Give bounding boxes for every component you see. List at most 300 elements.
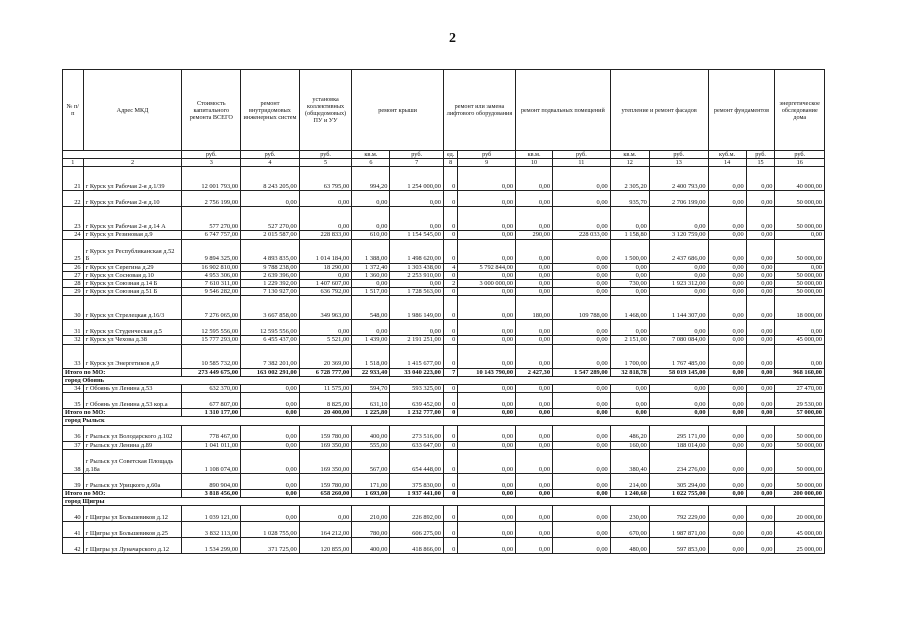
address-cell: г Курск ул Серегина д.29: [83, 263, 182, 271]
value-cell: 730,00: [610, 280, 649, 288]
city-group-row: [63, 417, 825, 425]
value-cell: 1 310 177,00: [182, 409, 241, 417]
row-number: 41: [63, 522, 84, 538]
header-meters: установка коллективных (общедомовых) ПУ и УУ: [299, 70, 352, 151]
value-cell: 1 767 485,00: [649, 344, 708, 368]
value-cell: 226 892,00: [390, 506, 444, 522]
header-address: Адрес МКД: [83, 70, 182, 151]
value-cell: 1 254 000,00: [390, 167, 444, 191]
value-cell: 0,00: [649, 320, 708, 336]
value-cell: 639 452,00: [390, 393, 444, 409]
value-cell: 16 902 810,00: [182, 263, 241, 271]
value-cell: 6 455 437,00: [241, 336, 300, 344]
value-cell: 677 807,00: [182, 393, 241, 409]
unit-cell: кв.м.: [610, 151, 649, 159]
value-cell: 0,00: [746, 368, 775, 376]
value-cell: 2 427,30: [516, 368, 553, 376]
value-cell: 0,00: [553, 449, 611, 473]
value-cell: 0,00: [390, 207, 444, 231]
col-number: 15: [746, 159, 775, 167]
value-cell: 45 000,00: [775, 522, 825, 538]
value-cell: 0,00: [516, 239, 553, 263]
header-engineering: ремонт внутридомовых инженерных систем: [241, 70, 300, 151]
value-cell: 0,00: [746, 231, 775, 239]
value-cell: 486,20: [610, 425, 649, 441]
value-cell: 0,00: [746, 320, 775, 336]
value-cell: 0,00: [352, 191, 390, 207]
value-cell: 2 437 686,00: [649, 239, 708, 263]
value-cell: 1 534 299,00: [182, 538, 241, 554]
value-cell: 633 647,00: [390, 441, 444, 449]
value-cell: 7 080 084,00: [649, 336, 708, 344]
value-cell: 4 893 835,00: [241, 239, 300, 263]
value-cell: 0,00: [746, 425, 775, 441]
value-cell: 670,00: [610, 522, 649, 538]
table-row: [63, 522, 825, 538]
value-cell: 0,00: [708, 271, 746, 279]
value-cell: 8 825,00: [299, 393, 352, 409]
value-cell: 0,00: [746, 271, 775, 279]
col-number: 12: [610, 159, 649, 167]
value-cell: 1 388,00: [352, 239, 390, 263]
value-cell: 0,00: [390, 280, 444, 288]
value-cell: 548,00: [352, 296, 390, 320]
table-row: [63, 336, 825, 344]
table-row: [63, 231, 825, 239]
unit-cell: ед.: [443, 151, 457, 159]
row-number: 30: [63, 296, 84, 320]
value-cell: 0: [443, 320, 457, 336]
value-cell: 0,00: [241, 409, 300, 417]
unit-cell: руб.: [390, 151, 444, 159]
value-cell: 1 728 563,00: [390, 288, 444, 296]
value-cell: 1 158,80: [610, 231, 649, 239]
value-cell: 778 467,00: [182, 425, 241, 441]
value-cell: 1 225,80: [352, 409, 390, 417]
header-foundation: ремонт фундаментов: [708, 70, 775, 151]
value-cell: 8 243 205,00: [241, 167, 300, 191]
header-basement: ремонт подвальных помещений: [516, 70, 611, 151]
value-cell: 1 700,00: [610, 344, 649, 368]
value-cell: 1 108 074,00: [182, 449, 241, 473]
value-cell: 1 022 755,00: [649, 489, 708, 497]
value-cell: 0,00: [708, 167, 746, 191]
value-cell: 0,00: [775, 263, 825, 271]
value-cell: 160,00: [610, 441, 649, 449]
value-cell: 0,00: [746, 449, 775, 473]
value-cell: 610,00: [352, 231, 390, 239]
value-cell: 0,00: [708, 449, 746, 473]
value-cell: 994,20: [352, 167, 390, 191]
value-cell: 7 610 311,00: [182, 280, 241, 288]
value-cell: 0,00: [708, 239, 746, 263]
value-cell: 20 000,00: [775, 506, 825, 522]
value-cell: 0,00: [553, 425, 611, 441]
value-cell: 0,00: [746, 441, 775, 449]
value-cell: 0,00: [241, 393, 300, 409]
value-cell: 0,00: [649, 409, 708, 417]
value-cell: 1 547 289,00: [553, 368, 611, 376]
unit-cell: руб: [458, 151, 516, 159]
value-cell: 0: [443, 344, 457, 368]
address-cell: г Рыльск ул Володарского д.102: [83, 425, 182, 441]
address-cell: г Курск ул Союзная д.51 Б: [83, 288, 182, 296]
value-cell: 11 575,00: [299, 385, 352, 393]
value-cell: 0,00: [746, 288, 775, 296]
value-cell: 50 000,00: [775, 449, 825, 473]
value-cell: 0: [443, 489, 457, 497]
value-cell: 228 833,00: [299, 231, 352, 239]
value-cell: 0,00: [516, 344, 553, 368]
value-cell: 0,00: [746, 167, 775, 191]
value-cell: 0,00: [458, 320, 516, 336]
address-cell: г Курск ул Рабочая 2-я д.1/39: [83, 167, 182, 191]
value-cell: 0,00: [553, 393, 611, 409]
value-cell: 0: [443, 441, 457, 449]
value-cell: 0,00: [553, 506, 611, 522]
value-cell: 631,10: [352, 393, 390, 409]
value-cell: 0,00: [299, 207, 352, 231]
value-cell: 0,00: [553, 522, 611, 538]
value-cell: 0,00: [746, 239, 775, 263]
value-cell: 1 500,00: [610, 239, 649, 263]
value-cell: 0,00: [553, 263, 611, 271]
value-cell: 3 667 858,00: [241, 296, 300, 320]
value-cell: 1 041 011,00: [182, 441, 241, 449]
col-number: 1: [63, 159, 84, 167]
value-cell: 577 270,00: [182, 207, 241, 231]
table-row: [63, 320, 825, 336]
value-cell: 169 350,00: [299, 441, 352, 449]
value-cell: 0,00: [516, 409, 553, 417]
city-name: город Рыльск: [63, 417, 825, 425]
col-number: 11: [553, 159, 611, 167]
row-number: 25: [63, 239, 84, 263]
value-cell: 0,00: [553, 336, 611, 344]
value-cell: 2 706 199,00: [649, 191, 708, 207]
value-cell: 7 276 065,00: [182, 296, 241, 320]
value-cell: 0: [443, 239, 457, 263]
value-cell: 2 305,20: [610, 167, 649, 191]
value-cell: 0,00: [775, 344, 825, 368]
address-cell: г Щигры ул Большевиков д.12: [83, 506, 182, 522]
value-cell: 9 788 238,00: [241, 263, 300, 271]
value-cell: 0,00: [516, 271, 553, 279]
value-cell: 0: [443, 231, 457, 239]
value-cell: 0: [443, 425, 457, 441]
value-cell: 0,00: [746, 280, 775, 288]
subtotal-label: Итого по МО:: [63, 409, 182, 417]
value-cell: 0,00: [516, 538, 553, 554]
value-cell: 6 728 777,00: [299, 368, 352, 376]
col-number: 5: [299, 159, 352, 167]
value-cell: 50 000,00: [775, 239, 825, 263]
value-cell: 0,00: [516, 336, 553, 344]
value-cell: 658 260,00: [299, 489, 352, 497]
value-cell: 0,00: [746, 393, 775, 409]
row-number: 31: [63, 320, 84, 336]
unit-cell: куб.м.: [708, 151, 746, 159]
value-cell: 0,00: [708, 368, 746, 376]
value-cell: 1 039 121,00: [182, 506, 241, 522]
value-cell: 0,00: [553, 385, 611, 393]
value-cell: 57 000,00: [775, 409, 825, 417]
value-cell: 380,40: [610, 449, 649, 473]
value-cell: 0,00: [516, 506, 553, 522]
address-cell: г Курск ул Рабочая 2-я д.14 А: [83, 207, 182, 231]
value-cell: 0,00: [746, 385, 775, 393]
value-cell: 120 855,00: [299, 538, 352, 554]
value-cell: 0: [443, 449, 457, 473]
value-cell: 0,00: [708, 336, 746, 344]
value-cell: 0,00: [458, 385, 516, 393]
value-cell: 29 530,00: [775, 393, 825, 409]
value-cell: 0,00: [516, 393, 553, 409]
value-cell: 45 000,00: [775, 336, 825, 344]
address-cell: г Щигры ул Большевиков д.25: [83, 522, 182, 538]
row-number: 26: [63, 263, 84, 271]
value-cell: 0,00: [649, 271, 708, 279]
value-cell: 230,00: [610, 506, 649, 522]
value-cell: 0,00: [458, 449, 516, 473]
value-cell: 0,00: [610, 320, 649, 336]
value-cell: 0,00: [553, 409, 611, 417]
value-cell: 0,00: [516, 280, 553, 288]
value-cell: 0,00: [649, 207, 708, 231]
value-cell: 0,00: [352, 280, 390, 288]
value-cell: 0,00: [516, 441, 553, 449]
value-cell: 0,00: [516, 207, 553, 231]
subtotal-row: [63, 409, 825, 417]
value-cell: 0,00: [610, 263, 649, 271]
value-cell: 0,00: [775, 320, 825, 336]
value-cell: 400,00: [352, 538, 390, 554]
row-number: 32: [63, 336, 84, 344]
subtotal-row: [63, 489, 825, 497]
value-cell: 0,00: [553, 320, 611, 336]
row-number: 27: [63, 271, 84, 279]
col-number: 13: [649, 159, 708, 167]
value-cell: 4 953 306,00: [182, 271, 241, 279]
value-cell: 228 033,00: [553, 231, 611, 239]
table-row: [63, 207, 825, 231]
value-cell: 0,00: [458, 393, 516, 409]
value-cell: 1 498 620,00: [390, 239, 444, 263]
value-cell: 12 001 793,00: [182, 167, 241, 191]
subtotal-label: Итого по МО:: [63, 368, 182, 376]
value-cell: 3 818 456,00: [182, 489, 241, 497]
value-cell: 594,70: [352, 385, 390, 393]
address-cell: г Курск ул Студенческая д.5: [83, 320, 182, 336]
value-cell: 0,00: [746, 207, 775, 231]
value-cell: 0: [443, 409, 457, 417]
col-number: 4: [241, 159, 300, 167]
value-cell: 1 154 545,00: [390, 231, 444, 239]
value-cell: 0,00: [708, 538, 746, 554]
table-row: [63, 271, 825, 279]
table-row: [63, 473, 825, 489]
value-cell: 0,00: [458, 473, 516, 489]
value-cell: 0,00: [708, 288, 746, 296]
value-cell: 0,00: [241, 441, 300, 449]
value-cell: 0,00: [746, 344, 775, 368]
value-cell: 15 777 293,00: [182, 336, 241, 344]
value-cell: 0,00: [458, 489, 516, 497]
row-number: 29: [63, 288, 84, 296]
value-cell: 210,00: [352, 506, 390, 522]
units-row: [63, 151, 825, 159]
value-cell: 0: [443, 393, 457, 409]
value-cell: 606 275,00: [390, 522, 444, 538]
value-cell: 12 595 556,00: [241, 320, 300, 336]
value-cell: 418 866,00: [390, 538, 444, 554]
value-cell: 6 747 757,00: [182, 231, 241, 239]
table-row: [63, 191, 825, 207]
header-roof: ремонт крыши: [352, 70, 444, 151]
value-cell: 0,00: [516, 489, 553, 497]
address-cell: г Курск ул Республиканская д.52 Б: [83, 239, 182, 263]
table-row: [63, 296, 825, 320]
unit-cell: руб.: [553, 151, 611, 159]
address-cell: г Курск ул Энергетиков д.9: [83, 344, 182, 368]
value-cell: 0,00: [390, 320, 444, 336]
address-cell: г Курск ул Рабочая 2-я д.10: [83, 191, 182, 207]
value-cell: 20 369,00: [299, 344, 352, 368]
value-cell: 597 853,00: [649, 538, 708, 554]
value-cell: 2 756 199,00: [182, 191, 241, 207]
value-cell: 27 470,00: [775, 385, 825, 393]
address-cell: г Рыльск ул Ленина д.89: [83, 441, 182, 449]
address-cell: г Курск ул Резиновая д.9: [83, 231, 182, 239]
value-cell: 2 253 910,00: [390, 271, 444, 279]
value-cell: 273 516,00: [390, 425, 444, 441]
value-cell: 0,00: [553, 538, 611, 554]
value-cell: 0,00: [746, 522, 775, 538]
value-cell: 1 360,00: [352, 271, 390, 279]
value-cell: 7: [443, 368, 457, 376]
subtotal-row: [63, 368, 825, 376]
value-cell: 1 144 307,00: [649, 296, 708, 320]
value-cell: 555,00: [352, 441, 390, 449]
value-cell: 18 290,00: [299, 263, 352, 271]
address-cell: г Рыльск ул Советская Площадь д.18а: [83, 449, 182, 473]
col-number: 14: [708, 159, 746, 167]
table-row: [63, 441, 825, 449]
table-row: [63, 280, 825, 288]
value-cell: 0: [443, 336, 457, 344]
value-cell: 0,00: [458, 288, 516, 296]
value-cell: 0,00: [299, 271, 352, 279]
value-cell: 0,00: [458, 271, 516, 279]
value-cell: 0,00: [553, 344, 611, 368]
value-cell: 0,00: [708, 231, 746, 239]
value-cell: 480,00: [610, 538, 649, 554]
value-cell: 0,00: [649, 263, 708, 271]
value-cell: 0,00: [746, 473, 775, 489]
value-cell: 0,00: [458, 538, 516, 554]
value-cell: 0,00: [516, 191, 553, 207]
value-cell: 0,00: [553, 271, 611, 279]
value-cell: 1 028 755,00: [241, 522, 300, 538]
value-cell: 50 000,00: [775, 288, 825, 296]
address-cell: г Рыльск ул Урицкого д.60а: [83, 473, 182, 489]
value-cell: 632 370,00: [182, 385, 241, 393]
value-cell: 1 937 441,00: [390, 489, 444, 497]
value-cell: 1 229 392,00: [241, 280, 300, 288]
value-cell: 10 143 790,00: [458, 368, 516, 376]
value-cell: 0,00: [708, 409, 746, 417]
value-cell: 0,00: [746, 336, 775, 344]
value-cell: 0: [443, 522, 457, 538]
row-number: 40: [63, 506, 84, 522]
value-cell: 0: [443, 506, 457, 522]
value-cell: 0,00: [299, 320, 352, 336]
header-elevator: ремонт или замена лифтового оборудования: [443, 70, 515, 151]
value-cell: 0,00: [746, 296, 775, 320]
value-cell: 164 212,00: [299, 522, 352, 538]
value-cell: 0,00: [241, 473, 300, 489]
col-number: 10: [516, 159, 553, 167]
value-cell: 0,00: [746, 506, 775, 522]
value-cell: 0: [443, 167, 457, 191]
value-cell: 0,00: [708, 344, 746, 368]
value-cell: 2 015 587,00: [241, 231, 300, 239]
row-number: 39: [63, 473, 84, 489]
value-cell: 1 986 149,00: [390, 296, 444, 320]
value-cell: 2: [443, 280, 457, 288]
value-cell: 593 325,00: [390, 385, 444, 393]
city-name: город Обоянь: [63, 376, 825, 384]
value-cell: 163 002 291,00: [241, 368, 300, 376]
value-cell: 349 963,00: [299, 296, 352, 320]
value-cell: 1 415 677,00: [390, 344, 444, 368]
subtotal-label: Итого по МО:: [63, 489, 182, 497]
value-cell: 50 000,00: [775, 280, 825, 288]
value-cell: 0,00: [553, 489, 611, 497]
value-cell: 4: [443, 263, 457, 271]
row-number: 38: [63, 449, 84, 473]
value-cell: 50 000,00: [775, 473, 825, 489]
value-cell: 636 792,00: [299, 288, 352, 296]
value-cell: 890 904,00: [182, 473, 241, 489]
value-cell: 0: [443, 473, 457, 489]
value-cell: 1 923 312,00: [649, 280, 708, 288]
value-cell: 0,00: [299, 191, 352, 207]
unit-cell: руб.: [746, 151, 775, 159]
col-number: 16: [775, 159, 825, 167]
header-energy-audit: энергетическое обследование дома: [775, 70, 825, 151]
row-number: 33: [63, 344, 84, 368]
table-row: [63, 239, 825, 263]
value-cell: 1 372,40: [352, 263, 390, 271]
table-row: [63, 167, 825, 191]
value-cell: 0,00: [649, 288, 708, 296]
value-cell: 0,00: [775, 231, 825, 239]
value-cell: 0,00: [458, 207, 516, 231]
value-cell: 0,00: [708, 506, 746, 522]
value-cell: 0: [443, 191, 457, 207]
value-cell: 0,00: [553, 207, 611, 231]
value-cell: 0,00: [708, 489, 746, 497]
value-cell: 0,00: [708, 320, 746, 336]
value-cell: 0,00: [708, 425, 746, 441]
value-cell: 295 171,00: [649, 425, 708, 441]
address-cell: г Курск ул Чехова д.38: [83, 336, 182, 344]
value-cell: 1 232 777,00: [390, 409, 444, 417]
address-cell: г Обоянь ул Ленина д.53 кор.а: [83, 393, 182, 409]
row-number: 24: [63, 231, 84, 239]
value-cell: 0,00: [516, 522, 553, 538]
